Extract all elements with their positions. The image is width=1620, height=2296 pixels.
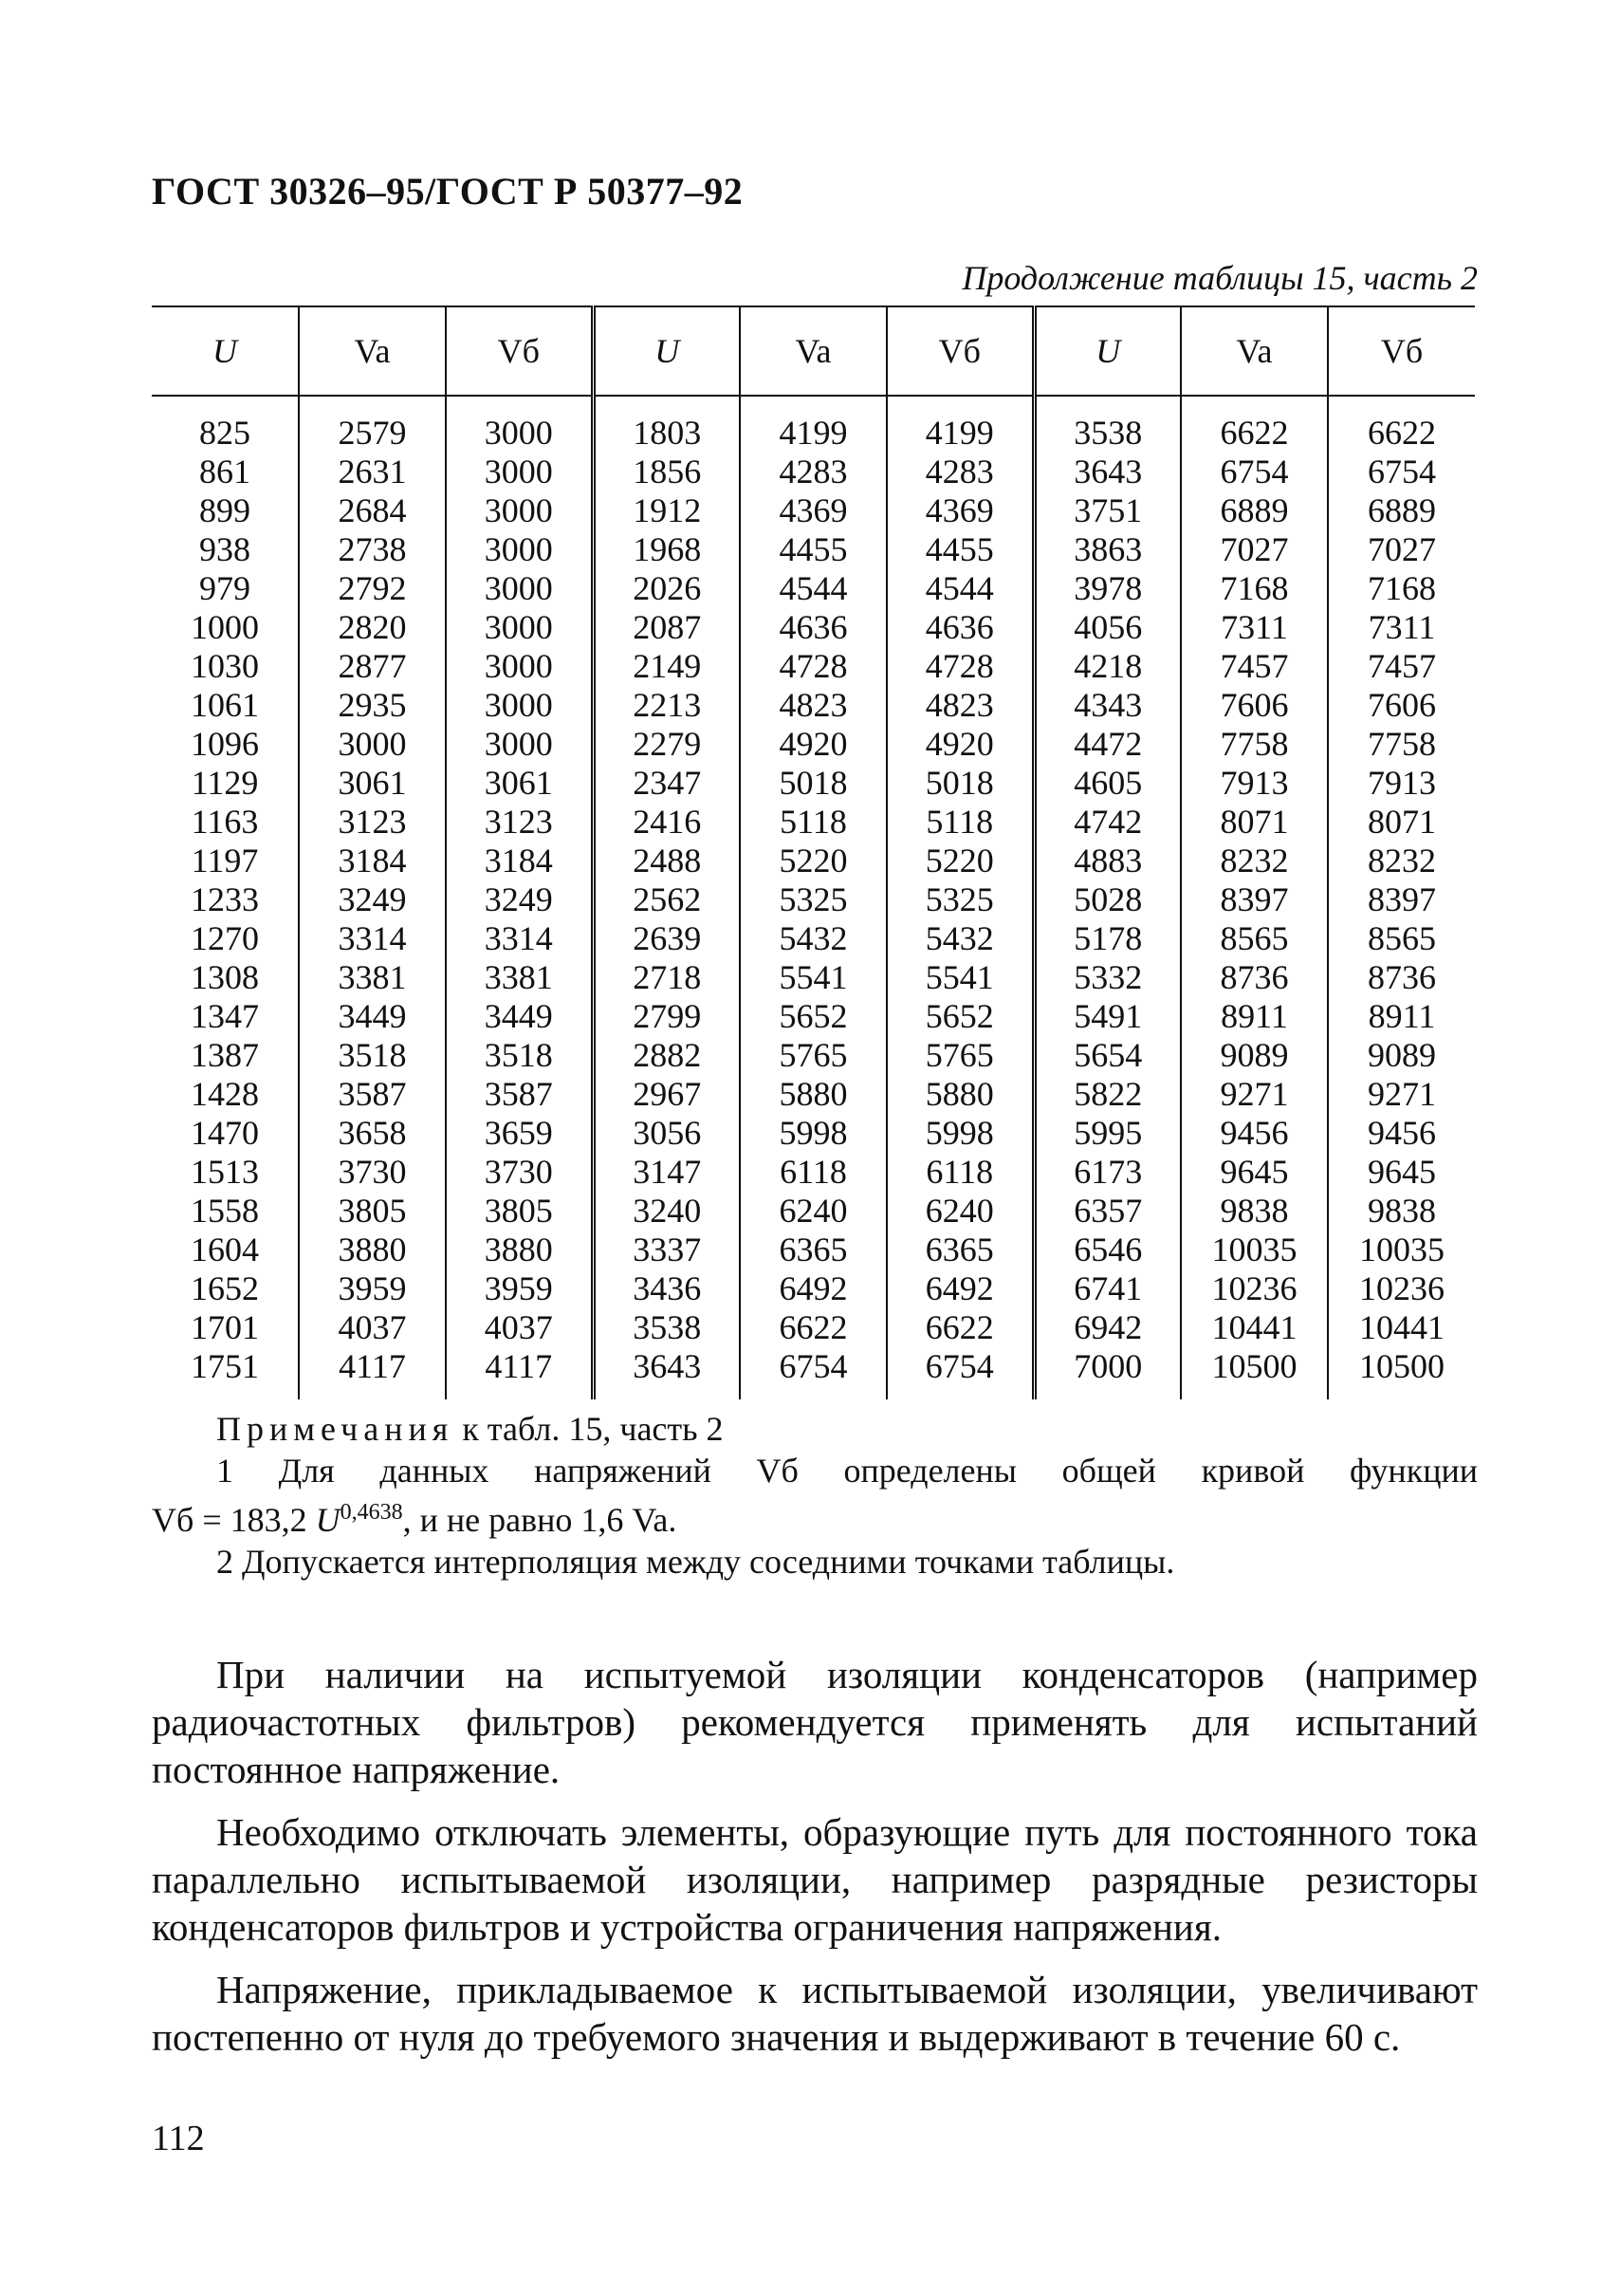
table-cell: 3000 xyxy=(446,396,593,453)
table-cell: 4920 xyxy=(887,725,1034,764)
table-cell: 9456 xyxy=(1181,1114,1328,1153)
table-cell: 3314 xyxy=(446,919,593,958)
table-cell: 6118 xyxy=(887,1153,1034,1192)
table-cell: 6942 xyxy=(1034,1308,1181,1347)
table-cell: 7913 xyxy=(1328,764,1475,803)
table-cell: 3959 xyxy=(299,1269,446,1308)
table-cell: 1233 xyxy=(191,880,259,918)
table-cell: 8397 xyxy=(1328,880,1475,919)
paragraph-2: Необходимо отключать элементы, образующие путь для постоянного тока параллельно испытываемой изоляции, например разрядные резисторы конденсаторов фильтров и устройства ограничения напряжения. xyxy=(152,1810,1478,1949)
table-cell: 6622 xyxy=(1328,396,1475,453)
table-row xyxy=(152,764,1475,803)
table-cell: 7457 xyxy=(1328,647,1475,686)
table-cell: 5332 xyxy=(1034,958,1181,997)
column-header: U xyxy=(593,306,740,396)
table-cell: 4728 xyxy=(887,647,1034,686)
table-cell: 7000 xyxy=(1034,1347,1181,1399)
table-cell: 4037 xyxy=(299,1308,446,1347)
table-cell: 3184 xyxy=(299,842,446,880)
table-cell: 1604 xyxy=(191,1231,259,1268)
table-cell: 4369 xyxy=(740,491,887,530)
column-header: Vб xyxy=(446,306,593,396)
table-cell: 7168 xyxy=(1328,569,1475,608)
table-cell: 7311 xyxy=(1181,608,1328,647)
table-cell: 6492 xyxy=(887,1269,1034,1308)
table-cell: 7758 xyxy=(1328,725,1475,764)
table-cell: 1803 xyxy=(593,396,740,453)
table-cell: 1163 xyxy=(191,803,259,841)
table-cell: 4605 xyxy=(1034,764,1181,803)
table-cell: 5028 xyxy=(1034,880,1181,919)
table-cell: 8232 xyxy=(1181,842,1328,880)
table-cell: 938 xyxy=(199,530,250,568)
note-1-formula-exponent: 0,4638 xyxy=(340,1500,403,1525)
table-body xyxy=(152,396,1475,1399)
table-cell: 1470 xyxy=(191,1114,259,1152)
table-cell: 3000 xyxy=(446,686,593,725)
table-cell: 5220 xyxy=(740,842,887,880)
table-cell: 5654 xyxy=(1034,1036,1181,1075)
table-cell: 2820 xyxy=(299,608,446,647)
table-cell: 10441 xyxy=(1328,1308,1475,1347)
table-cell: 7758 xyxy=(1181,725,1328,764)
table-row xyxy=(152,530,1475,569)
table-cell: 3000 xyxy=(446,725,593,764)
table-cell: 5491 xyxy=(1034,997,1181,1036)
table-cell: 10500 xyxy=(1328,1347,1475,1399)
table-cell: 8397 xyxy=(1181,880,1328,919)
note-2: 2 Допускается интерполяция между соседними точками таблицы. xyxy=(216,1543,1175,1581)
table-row xyxy=(152,1308,1475,1347)
table-cell: 10500 xyxy=(1181,1347,1328,1399)
table-row xyxy=(152,453,1475,491)
column-header: U xyxy=(152,306,299,396)
table-row xyxy=(152,997,1475,1036)
table-row xyxy=(152,725,1475,764)
table-cell: 3978 xyxy=(1034,569,1181,608)
table-cell: 3436 xyxy=(593,1269,740,1308)
table-cell: 6741 xyxy=(1034,1269,1181,1308)
notes-title-label: Примечания xyxy=(216,1410,454,1448)
table-cell: 4283 xyxy=(740,453,887,491)
table-cell: 3538 xyxy=(1034,396,1181,453)
table-cell: 8565 xyxy=(1181,919,1328,958)
notes-title xyxy=(216,1408,1478,1450)
table-cell: 6365 xyxy=(887,1231,1034,1269)
table-cell: 3449 xyxy=(299,997,446,1036)
table-cell: 5880 xyxy=(740,1075,887,1114)
table-cell: 2488 xyxy=(593,842,740,880)
table-cell: 6240 xyxy=(740,1192,887,1231)
table-cell: 3959 xyxy=(446,1269,593,1308)
table-cell: 2935 xyxy=(299,686,446,725)
table-cell: 2882 xyxy=(593,1036,740,1075)
table-cell: 2631 xyxy=(299,453,446,491)
table-row xyxy=(152,396,1475,453)
table-cell: 7311 xyxy=(1328,608,1475,647)
table-cell: 5541 xyxy=(740,958,887,997)
table-cell: 4117 xyxy=(446,1347,593,1399)
table-cell: 3249 xyxy=(299,880,446,919)
table-cell: 6754 xyxy=(740,1347,887,1399)
table-cell: 3123 xyxy=(446,803,593,842)
table-cell: 5118 xyxy=(887,803,1034,842)
table-cell: 6622 xyxy=(1181,396,1328,453)
table-cell: 10236 xyxy=(1181,1269,1328,1308)
table-cell: 2416 xyxy=(593,803,740,842)
table-cell: 5880 xyxy=(887,1075,1034,1114)
table-cell: 8911 xyxy=(1181,997,1328,1036)
table-cell: 7457 xyxy=(1181,647,1328,686)
table-cell: 2639 xyxy=(593,919,740,958)
table-cell: 4455 xyxy=(740,530,887,569)
table-cell: 9271 xyxy=(1181,1075,1328,1114)
table-cell: 4199 xyxy=(887,396,1034,453)
table-cell: 3805 xyxy=(299,1192,446,1231)
table-row xyxy=(152,1036,1475,1075)
table-cell: 3538 xyxy=(593,1308,740,1347)
table-cell: 7606 xyxy=(1181,686,1328,725)
table-cell: 5178 xyxy=(1034,919,1181,958)
table-cell: 9271 xyxy=(1328,1075,1475,1114)
table-cell: 3751 xyxy=(1034,491,1181,530)
table-cell: 8565 xyxy=(1328,919,1475,958)
table-cell: 4920 xyxy=(740,725,887,764)
column-header: U xyxy=(1034,306,1181,396)
table-cell: 979 xyxy=(199,569,250,607)
table-cell: 2026 xyxy=(593,569,740,608)
note-1-formula-prefix: Vб = 183,2 xyxy=(152,1501,316,1539)
table-cell: 3518 xyxy=(446,1036,593,1075)
table-cell: 3056 xyxy=(593,1114,740,1153)
table-cell: 5118 xyxy=(740,803,887,842)
note-1-line-2 xyxy=(152,1491,1478,1541)
table-cell: 4343 xyxy=(1034,686,1181,725)
table-cell: 3381 xyxy=(446,958,593,997)
table-cell: 5432 xyxy=(887,919,1034,958)
table-cell: 4823 xyxy=(740,686,887,725)
table-cell: 2149 xyxy=(593,647,740,686)
table-cell: 9838 xyxy=(1181,1192,1328,1231)
table-cell: 1129 xyxy=(191,764,259,802)
table-cell: 7027 xyxy=(1181,530,1328,569)
table-cell: 8736 xyxy=(1181,958,1328,997)
table-cell: 7027 xyxy=(1328,530,1475,569)
table-cell: 10035 xyxy=(1328,1231,1475,1269)
column-header: Va xyxy=(740,306,887,396)
notes-title-ref: к табл. 15, часть 2 xyxy=(453,1410,724,1448)
table-cell: 4742 xyxy=(1034,803,1181,842)
table-row xyxy=(152,686,1475,725)
table-cell: 3123 xyxy=(299,803,446,842)
paragraph-1: При наличии на испытуемой изоляции конденсаторов (например радиочастотных фильтров) рекомендуется применять для испытаний постоянное напряжение. xyxy=(152,1653,1478,1791)
table-cell: 8071 xyxy=(1181,803,1328,842)
note-1-formula-suffix: , и не равно 1,6 Va. xyxy=(402,1501,677,1539)
table-cell: 3337 xyxy=(593,1231,740,1269)
table-cell: 6889 xyxy=(1328,491,1475,530)
table-cell: 3518 xyxy=(299,1036,446,1075)
table-row xyxy=(152,647,1475,686)
table-cell: 1912 xyxy=(593,491,740,530)
table-cell: 3643 xyxy=(1034,453,1181,491)
table-row xyxy=(152,1192,1475,1231)
table-cell: 4728 xyxy=(740,647,887,686)
table-cell: 5325 xyxy=(887,880,1034,919)
table-cell: 3381 xyxy=(299,958,446,997)
table-cell: 5822 xyxy=(1034,1075,1181,1114)
table-cell: 1270 xyxy=(191,919,259,957)
table-cell: 1968 xyxy=(593,530,740,569)
table-cell: 4218 xyxy=(1034,647,1181,686)
table-cell: 2718 xyxy=(593,958,740,997)
table-row xyxy=(152,491,1475,530)
table-cell: 1558 xyxy=(191,1192,259,1230)
table-cell: 4636 xyxy=(887,608,1034,647)
table-cell: 899 xyxy=(199,491,250,529)
table-cell: 6754 xyxy=(1181,453,1328,491)
table-cell: 9645 xyxy=(1181,1153,1328,1192)
table-row xyxy=(152,880,1475,919)
table-cell: 1751 xyxy=(191,1347,259,1385)
table-cell: 5765 xyxy=(740,1036,887,1075)
table-cell: 7913 xyxy=(1181,764,1328,803)
table-cell: 825 xyxy=(199,414,250,452)
table-cell: 6357 xyxy=(1034,1192,1181,1231)
table-cell: 6622 xyxy=(887,1308,1034,1347)
column-header: Va xyxy=(299,306,446,396)
table-cell: 3000 xyxy=(446,491,593,530)
table-cell: 6365 xyxy=(740,1231,887,1269)
page-number: 112 xyxy=(152,2119,205,2158)
table-row xyxy=(152,1075,1475,1114)
table-cell: 3659 xyxy=(446,1114,593,1153)
table-row xyxy=(152,1153,1475,1192)
table-cell: 4544 xyxy=(740,569,887,608)
table-row xyxy=(152,958,1475,997)
table-cell: 2738 xyxy=(299,530,446,569)
table-cell: 6546 xyxy=(1034,1231,1181,1269)
table-cell: 1000 xyxy=(191,608,259,646)
table-cell: 5998 xyxy=(740,1114,887,1153)
table-cell: 3314 xyxy=(299,919,446,958)
table-cell: 8911 xyxy=(1328,997,1475,1036)
table-cell: 1513 xyxy=(191,1153,259,1191)
table-cell: 1347 xyxy=(191,997,259,1035)
table-cell: 4455 xyxy=(887,530,1034,569)
table-cell: 4472 xyxy=(1034,725,1181,764)
table-cell: 4883 xyxy=(1034,842,1181,880)
table-cell: 2799 xyxy=(593,997,740,1036)
table-cell: 4544 xyxy=(887,569,1034,608)
table-cell: 10035 xyxy=(1181,1231,1328,1269)
page-header: ГОСТ 30326–95/ГОСТ Р 50377–92 xyxy=(152,170,744,213)
table-row xyxy=(152,569,1475,608)
table-cell: 7606 xyxy=(1328,686,1475,725)
table-cell: 2347 xyxy=(593,764,740,803)
table-row xyxy=(152,1347,1475,1399)
table-cell: 3658 xyxy=(299,1114,446,1153)
body-text xyxy=(152,1651,1478,2076)
table-row xyxy=(152,842,1475,880)
table-cell: 2213 xyxy=(593,686,740,725)
data-table-container xyxy=(152,306,1475,1399)
table-cell: 4823 xyxy=(887,686,1034,725)
table-cell: 2792 xyxy=(299,569,446,608)
table-cell: 4117 xyxy=(299,1347,446,1399)
table-cell: 9089 xyxy=(1328,1036,1475,1075)
table-cell: 6622 xyxy=(740,1308,887,1347)
table-cell: 5998 xyxy=(887,1114,1034,1153)
table-cell: 9456 xyxy=(1328,1114,1475,1153)
table-cell: 10236 xyxy=(1328,1269,1475,1308)
table-cell: 5220 xyxy=(887,842,1034,880)
table-cell: 3000 xyxy=(446,608,593,647)
table-row xyxy=(152,1269,1475,1308)
table-cell: 6240 xyxy=(887,1192,1034,1231)
table-cell: 3061 xyxy=(446,764,593,803)
table-cell: 5541 xyxy=(887,958,1034,997)
table-cell: 1701 xyxy=(191,1308,259,1346)
table-notes xyxy=(152,1408,1478,1583)
table-cell: 2877 xyxy=(299,647,446,686)
table-cell: 3147 xyxy=(593,1153,740,1192)
table-cell: 3240 xyxy=(593,1192,740,1231)
table-cell: 2967 xyxy=(593,1075,740,1114)
table-cell: 1030 xyxy=(191,647,259,685)
column-header: Va xyxy=(1181,306,1328,396)
column-header: Vб xyxy=(1328,306,1475,396)
table-cell: 2684 xyxy=(299,491,446,530)
paragraph-3: Напряжение, прикладываемое к испытываемой изоляции, увеличивают постепенно от нуля до требуемого значения и выдерживают в течение 60 с. xyxy=(152,1968,1478,2059)
table-cell: 3000 xyxy=(446,647,593,686)
table-cell: 4369 xyxy=(887,491,1034,530)
table-cell: 8232 xyxy=(1328,842,1475,880)
table-cell: 4199 xyxy=(740,396,887,453)
column-header: Vб xyxy=(887,306,1034,396)
table-cell: 3863 xyxy=(1034,530,1181,569)
table-cell: 5325 xyxy=(740,880,887,919)
table-cell: 3449 xyxy=(446,997,593,1036)
table-cell: 3061 xyxy=(299,764,446,803)
table-cell: 3000 xyxy=(299,725,446,764)
table-cell: 3000 xyxy=(446,530,593,569)
table-cell: 10441 xyxy=(1181,1308,1328,1347)
table-header-row xyxy=(152,306,1475,396)
note-1-formula-var: U xyxy=(315,1501,341,1539)
table-cell: 3587 xyxy=(446,1075,593,1114)
table-cell: 5432 xyxy=(740,919,887,958)
table-cell: 2279 xyxy=(593,725,740,764)
table-cell: 6754 xyxy=(1328,453,1475,491)
table-cell: 3587 xyxy=(299,1075,446,1114)
table-cell: 5652 xyxy=(887,997,1034,1036)
table-cell: 6889 xyxy=(1181,491,1328,530)
table-cell: 2087 xyxy=(593,608,740,647)
table-cell: 1856 xyxy=(593,453,740,491)
table-row xyxy=(152,608,1475,647)
table-cell: 3000 xyxy=(446,569,593,608)
table-cell: 3805 xyxy=(446,1192,593,1231)
table-cell: 6754 xyxy=(887,1347,1034,1399)
table-cell: 3184 xyxy=(446,842,593,880)
table-cell: 3730 xyxy=(299,1153,446,1192)
table-cell: 3249 xyxy=(446,880,593,919)
table-caption: Продолжение таблицы 15, часть 2 xyxy=(962,259,1478,297)
table-cell: 9645 xyxy=(1328,1153,1475,1192)
table-cell: 6173 xyxy=(1034,1153,1181,1192)
table-cell: 1096 xyxy=(191,725,259,763)
table-cell: 4037 xyxy=(446,1308,593,1347)
table-cell: 9838 xyxy=(1328,1192,1475,1231)
table-cell: 2579 xyxy=(299,396,446,453)
table-cell: 3880 xyxy=(299,1231,446,1269)
table-cell: 7168 xyxy=(1181,569,1328,608)
table-cell: 4636 xyxy=(740,608,887,647)
table-cell: 5995 xyxy=(1034,1114,1181,1153)
table-cell: 1061 xyxy=(191,686,259,724)
table-cell: 3880 xyxy=(446,1231,593,1269)
table-row xyxy=(152,1114,1475,1153)
table-cell: 5652 xyxy=(740,997,887,1036)
table-cell: 3643 xyxy=(593,1347,740,1399)
table-cell: 5765 xyxy=(887,1036,1034,1075)
table-cell: 5018 xyxy=(887,764,1034,803)
table-cell: 9089 xyxy=(1181,1036,1328,1075)
table-cell: 6492 xyxy=(740,1269,887,1308)
table-row xyxy=(152,919,1475,958)
table-cell: 3730 xyxy=(446,1153,593,1192)
table-cell: 3000 xyxy=(446,453,593,491)
table-cell: 861 xyxy=(199,453,250,491)
table-cell: 2562 xyxy=(593,880,740,919)
table-cell: 1308 xyxy=(191,958,259,996)
table-row xyxy=(152,1231,1475,1269)
table-row xyxy=(152,803,1475,842)
table-cell: 1652 xyxy=(191,1269,259,1307)
data-table xyxy=(152,306,1475,1399)
table-cell: 6118 xyxy=(740,1153,887,1192)
table-cell: 4056 xyxy=(1034,608,1181,647)
note-1-line-1: 1 Для данных напряжений Vб определены общей кривой функции xyxy=(216,1452,1478,1490)
table-cell: 1387 xyxy=(191,1036,259,1074)
table-cell: 4283 xyxy=(887,453,1034,491)
table-cell: 8071 xyxy=(1328,803,1475,842)
table-cell: 1197 xyxy=(191,842,259,880)
table-cell: 5018 xyxy=(740,764,887,803)
table-cell: 1428 xyxy=(191,1075,259,1113)
table-cell: 8736 xyxy=(1328,958,1475,997)
